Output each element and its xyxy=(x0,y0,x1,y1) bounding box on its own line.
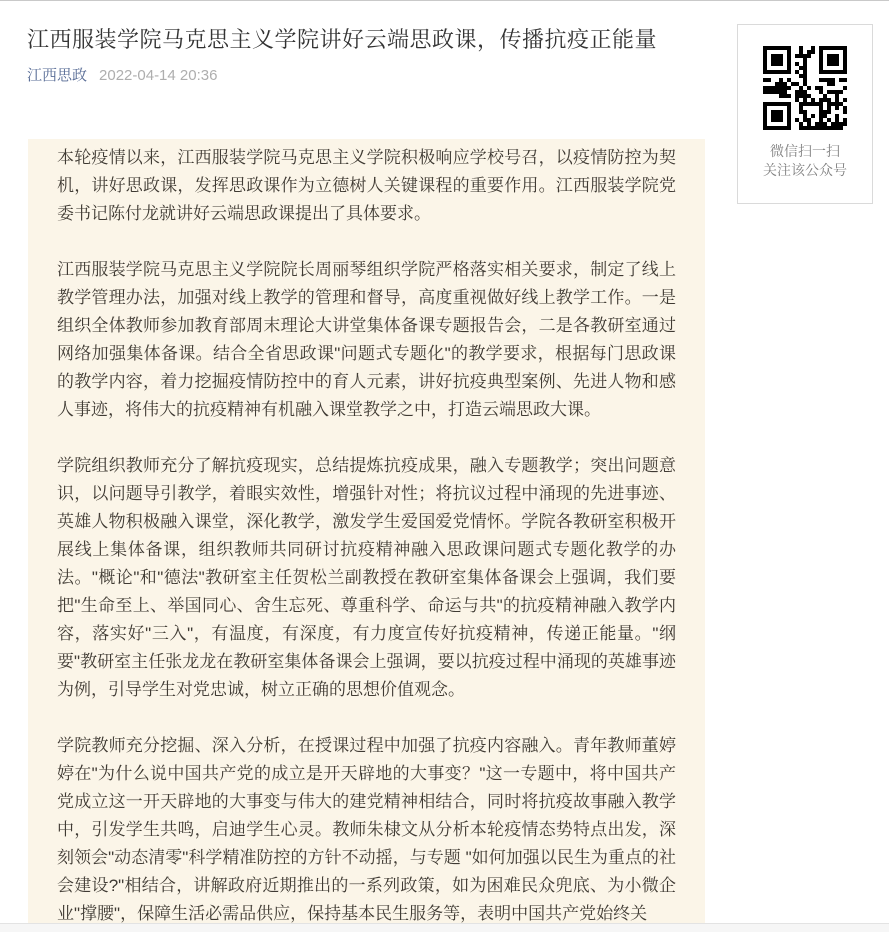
article-paragraph: 江西服装学院马克思主义学院院长周丽琴组织学院严格落实相关要求，制定了线上教学管理办法，加强对线上教学的管理和督导，高度重视做好线上教学工作。一是组织全体教师参加教育部周末理论大讲堂集体备课专题报告会，二是各教研室通过网络加强集体备课。结合全省思政课"问题式专题化"的教学要求，根据每门思政课的教学内容，着力挖掘疫情防控中的育人元素，讲好抗疫典型案例、先进人物和感人事迹，将伟大的抗疫精神有机融入课堂教学之中，打造云端思政大课。 xyxy=(57,260,676,419)
article-paragraph: 学院教师充分挖掘、深入分析，在授课过程中加强了抗疫内容融入。青年教师董婷婷在"为什么说中国共产党的成立是开天辟地的大事变？"这一专题中，将中国共产党成立这一开天辟地的大事变与伟大的建党精神相结合，同时将抗疫故事融入教学中，引发学生共鸣，启迪学生心灵。教师朱棣文从分析本轮疫情态势特点出发，深刻领会"动态清零"科学精准防控的方针不动摇，与专题 "如何加强以民生为重点的社会建设?"相结合，讲解政府近期推出的一系列政策，如为困难民众兜底、为小微企业"撑腰"，保障生活必需品供应，保持基本民生服务等，表明中国共产党始终关 xyxy=(57,736,676,923)
article-content xyxy=(28,139,705,932)
author-link[interactable]: 江西思政 xyxy=(27,67,88,84)
article-paragraph: 学院组织教师充分了解抗疫现实，总结提炼抗疫成果，融入专题教学；突出问题意识，以问题导引教学，着眼实效性，增强针对性；将抗议过程中涌现的先进事迹、英雄人物积极融入课堂，深化教学，激发学生爱国爱党情怀。学院各教研室积极开展线上集体备课，组织教师共同研讨抗疫精神融入思政课问题式专题化教学的办法。"概论"和"德法"教研室主任贺松兰副教授在教研室集体备课会上强调，我们要把"生命至上、举国同心、舍生忘死、尊重科学、命运与共"的抗疫精神融入教学内容，落实好"三入"，有温度，有深度，有力度宣传好抗疫精神，传递正能量。"纲要"教研室主任张龙龙在教研室集体备课会上强调，要以抗疫过程中涌现的英雄事迹为例，引导学生对党忠诚，树立正确的思想价值观念。 xyxy=(57,456,676,699)
page-title: 江西服装学院马克思主义学院讲好云端思政课，传播抗疫正能量 xyxy=(27,27,658,52)
publish-date: 2022-04-14 20:36 xyxy=(99,67,218,84)
qr-code-icon xyxy=(763,46,847,130)
qr-follow-panel xyxy=(737,24,873,204)
article-paragraph: 本轮疫情以来，江西服装学院马克思主义学院积极响应学校号召，以疫情防控为契机，讲好思政课，发挥思政课作为立德树人关键课程的重要作用。江西服装学院党委书记陈付龙就讲好云端思政课提出了具体要求。 xyxy=(57,148,676,223)
article-meta xyxy=(27,65,217,86)
qr-caption-line1: 微信扫一扫 xyxy=(770,143,840,159)
qr-caption-line2: 关注该公众号 xyxy=(763,162,847,178)
